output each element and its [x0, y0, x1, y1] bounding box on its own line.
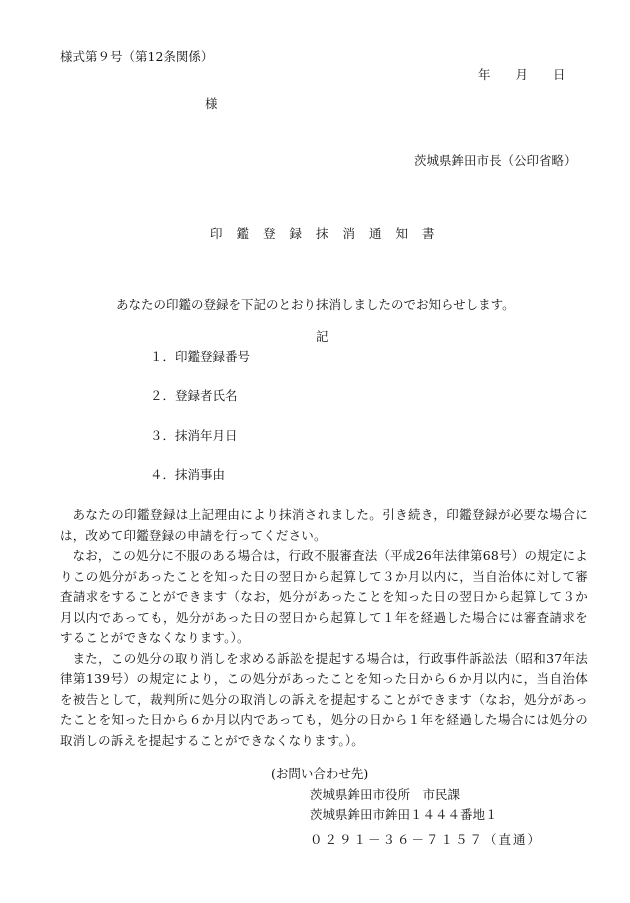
item-cancellation-date	[150, 428, 238, 444]
item-registrant-name	[150, 388, 238, 404]
notice-paragraph: また，この処分の取り消しを求める訴訟を提起する場合は，行政事件訴訟法（昭和37年法律第139号）の規定により，この処分があったことを知った日から６か月以内に，当自治体を被告として，裁判所に処分の取消しの訴えを提起することができます（なお，処分があったことを知った日から６か月以内であっても，処分の日から１年を経過した場合には処分の取消しの訴えを提起することができなくなります。）。	[60, 650, 588, 748]
issuer: 茨城県鉾田市長（公印省略）	[414, 153, 577, 168]
notice-paragraph: なお，この処分に不服のある場合は，行政不服審査法（平成26年法律第68号）の規定によりこの処分があったことを知った日の翌日から起算して３か月以内に，当自治体に対して審査請求をすることができます（なお，処分があったことを知った日の翌日から起算して３か月以内であっても，処分があった日の翌日から起算して１年を経過した場合には審査請求をすることができなくなります。）。	[60, 548, 588, 645]
document-title: 印鑑登録抹消通知書	[210, 226, 449, 241]
item-label: 抹消年月日	[175, 428, 238, 443]
form-number: 様式第９号（第12条関係）	[60, 49, 214, 64]
item-cancellation-reason	[150, 467, 225, 483]
notice-paragraph: あなたの印鑑登録は上記理由により抹消されました。引き続き，印鑑登録が必要な場合には，改めて印鑑登録の申請を行ってください。	[60, 507, 588, 543]
contact-office: 茨城県鉾田市役所 市民課	[310, 787, 461, 802]
item-label: 抹消事由	[175, 467, 226, 482]
item-number: ３．	[150, 428, 176, 443]
item-number: １．	[150, 349, 176, 364]
contact-phone: ０２９１－３６－７１５７（直通）	[310, 832, 543, 847]
ki-label: 記	[316, 329, 329, 344]
item-label: 印鑑登録番号	[175, 349, 251, 364]
addressee-suffix: 様	[205, 96, 218, 111]
contact-address: 茨城県鉾田市鉾田１４４４番地１	[310, 807, 498, 822]
contact-heading: (お問い合わせ先)	[271, 766, 369, 781]
intro-text: あなたの印鑑の登録を下記のとおり抹消しましたのでお知らせします。	[116, 297, 515, 312]
item-registration-number	[150, 349, 250, 365]
date-placeholder: 年 月 日	[478, 67, 566, 82]
notice-block	[60, 505, 588, 751]
item-number: ４．	[150, 467, 176, 482]
item-label: 登録者氏名	[175, 388, 238, 403]
item-number: ２．	[150, 388, 176, 403]
